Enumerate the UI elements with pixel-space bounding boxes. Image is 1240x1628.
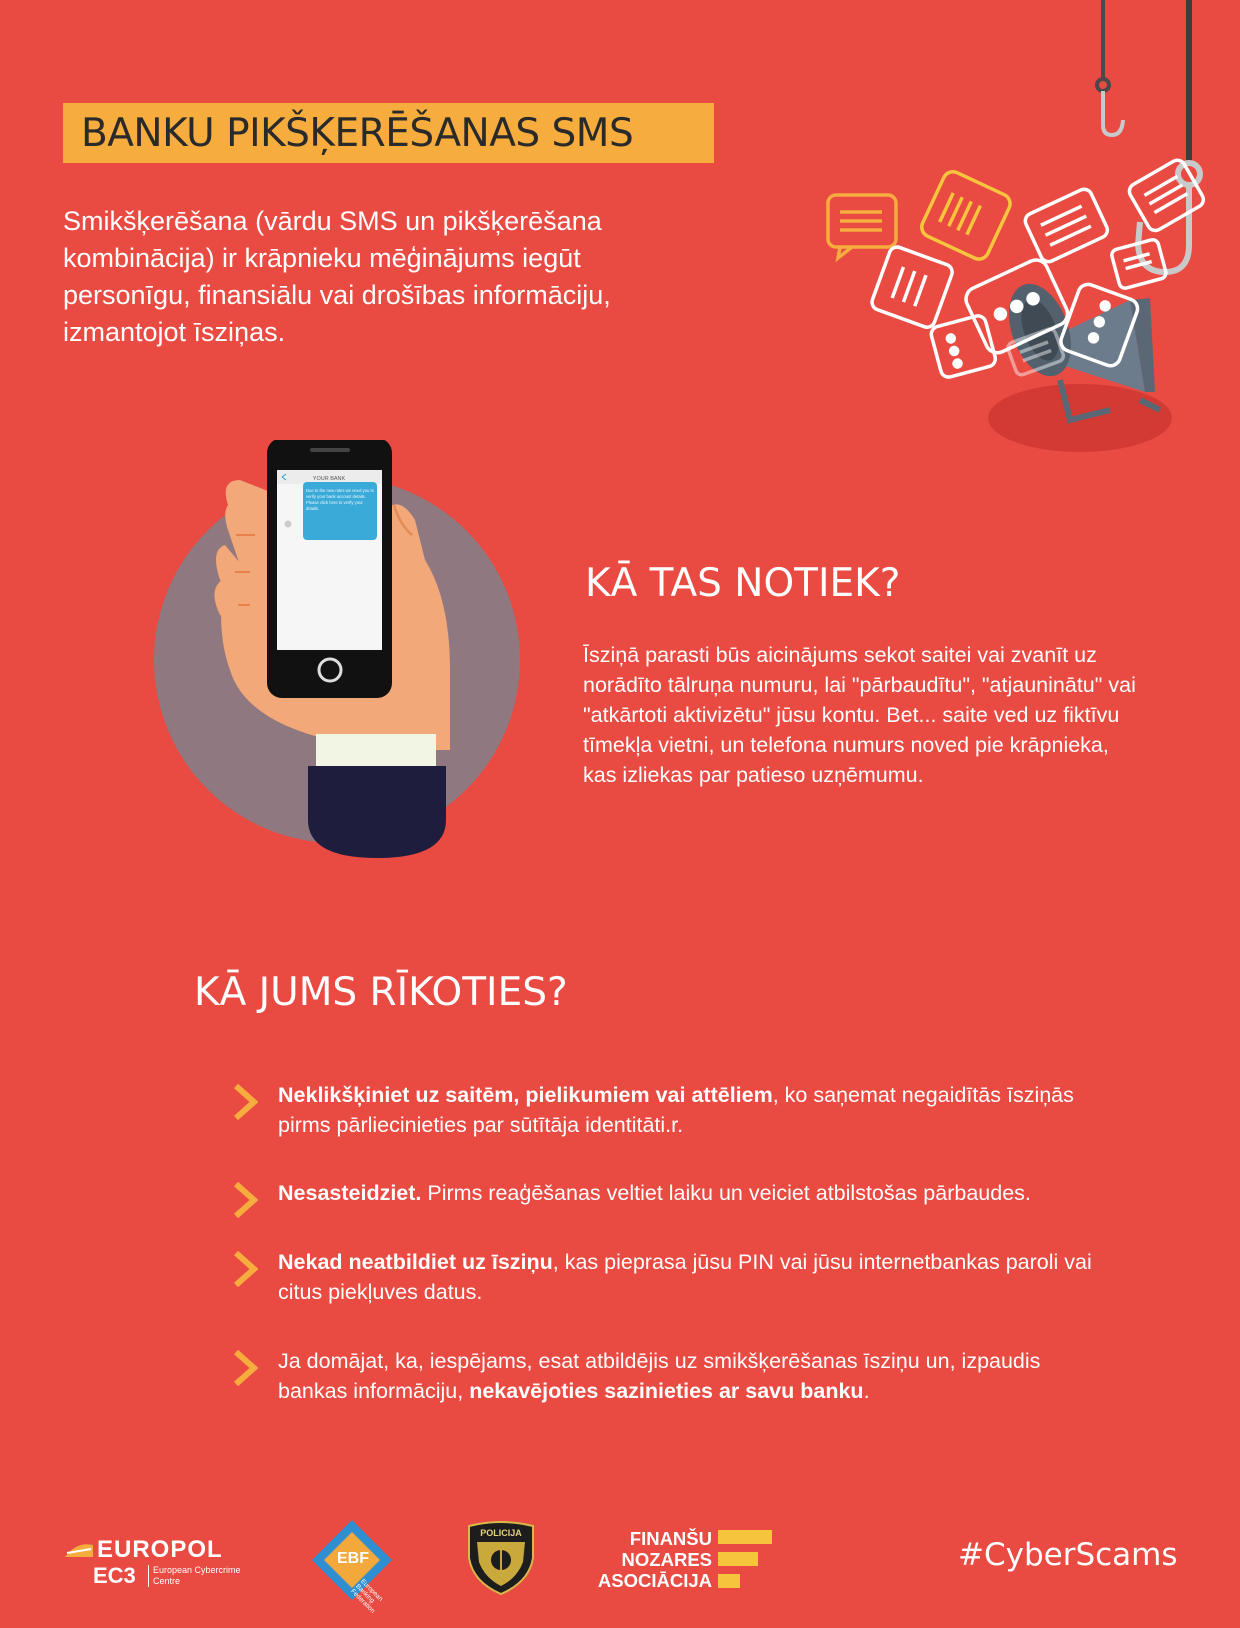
sleeve <box>308 766 446 858</box>
tip-text <box>278 1080 1098 1140</box>
tip-rest: . <box>863 1379 870 1403</box>
title-banner <box>63 103 714 163</box>
tip-text <box>278 1346 1098 1406</box>
phone-in-hand-illustration <box>150 440 530 890</box>
smartphone <box>267 440 392 698</box>
chevron-right-icon <box>232 1084 258 1120</box>
phishing-illustration <box>740 0 1220 460</box>
intro-paragraph: Smikšķerēšana (vārdu SMS un pikšķerēšana kombinācija) ir krāpnieku mēģinājums iegūt personīgu, finansiālu vai drošības informāciju, izmantojot īsziņas. <box>63 206 611 347</box>
phone-message: Due to the new rules we need you to verify your bank account details. Please click here to verify your details. <box>306 488 374 511</box>
ebf-logo: EBF European Banking Federation <box>312 1520 416 1608</box>
actions-heading: KĀ JUMS RĪKOTIES? <box>194 970 568 1015</box>
chat-bubble-icon <box>870 245 955 330</box>
tip-item <box>232 1346 1112 1406</box>
tip-rest: , ko saņemat negaidītās īsziņās pirms pārliecinieties par sūtītāja identitāti.r. <box>278 1083 1074 1137</box>
avatar <box>285 521 292 528</box>
page-title: BANKU PIKŠĶERĒŠANAS SMS <box>81 110 634 156</box>
how-heading: KĀ TAS NOTIEK? <box>585 561 901 606</box>
chevron-right-icon <box>232 1251 258 1287</box>
tip-bold: Nesasteidziet. <box>278 1181 422 1205</box>
tip-text <box>278 1178 1098 1223</box>
police-logo: POLICIJA <box>465 1520 537 1596</box>
tip-item <box>232 1080 1112 1140</box>
chat-bubble-icon <box>828 195 896 258</box>
tip-rest: Pirms reaģēšanas veltiet laiku un veiciet atbilstošas pārbaudes. <box>421 1181 1031 1205</box>
chevron-right-icon <box>232 1350 258 1386</box>
how-paragraph: Īsziņā parasti būs aicinājums sekot saitei vai zvanīt uz norādīto tālruņa numuru, lai "pārbaudītu", "atjauninātu" vai "atkārtoti aktivizētu" jūsu kontu. Bet... saite ved uz fiktīvu tīmekļa vietni, un telefona numurs noved pie krāpnieka, kas izliekas par patieso uzņēmumu. <box>583 643 1136 787</box>
fna-logo: FINANŠU NOZARES ASOCIĀCIJA <box>560 1528 780 1594</box>
tip-rest: , kas pieprasa jūsu PIN vai jūsu internetbankas paroli vai citus piekļuves datus. <box>278 1250 1092 1304</box>
tip-bold: Neklikšķiniet uz saitēm, pielikumiem vai attēliem <box>278 1083 773 1107</box>
fna-flag-icon <box>718 1528 778 1592</box>
tip-item <box>232 1247 1112 1307</box>
hashtag: #CyberScams <box>958 1537 1178 1573</box>
shirt-cuff <box>316 734 436 766</box>
fishing-hook-icon <box>1138 0 1200 272</box>
tip-pre: Ja domājat, ka, iespējams, esat atbildējis uz smikšķerēšanas īsziņu un, izpaudis bankas informāciju, <box>278 1349 1041 1403</box>
fishing-hook-icon <box>1097 0 1123 135</box>
tip-bold: Nekad neatbildiet uz īsziņu <box>278 1250 553 1274</box>
tip-bold: nekavējoties sazinieties ar savu banku <box>469 1379 864 1403</box>
europol-logo: EUROPOL EC3 European Cybercrime Centre <box>63 1536 263 1596</box>
tip-item <box>232 1178 1112 1223</box>
phone-header: YOUR BANK <box>312 476 346 482</box>
tip-text <box>278 1247 1098 1307</box>
chat-bubble-icon <box>918 168 1013 262</box>
chevron-right-icon <box>232 1182 258 1218</box>
europol-emblem-icon <box>63 1539 95 1559</box>
chat-bubble-icon <box>1023 187 1110 265</box>
